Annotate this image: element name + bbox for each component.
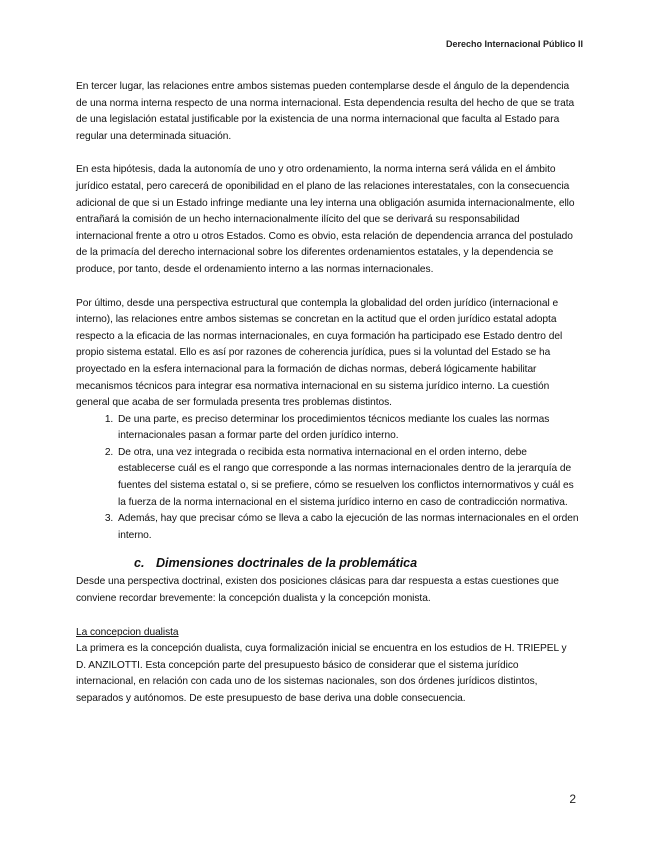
- paragraph-perspectiva-estructural: Por último, desde una perspectiva estructural que contempla la globalidad del orden jurídico (internacional e interno), las relaciones entre ambos sistemas se concretan en la actitud que el orden jurídico estatal adopta respecto a la eficacia de las normas internacionales, en cuya formación ha participado ese Estado dentro del propio sistema estatal. Ello es así por razones de coherencia jurídica, pues si la voluntad del Estado se ha proyectado en la esfera internacional para la formación de dichas normas, deberá lógicamente habilitar mecanismos técnicos para integrar esa normativa internacional en su sistema jurídico interno. La cuestión general que acaba de ser formulada presenta tres problemas distintos.: [76, 297, 563, 409]
- subsection-heading: La concepcion dualista: [76, 626, 179, 638]
- problems-list: [76, 412, 579, 545]
- document-body: [76, 79, 579, 708]
- section-intro: Desde una perspectiva doctrinal, existen dos posiciones clásicas para dar respuesta a estas cuestiones que conviene recordar brevemente: la concepción dualista y la concepción monista.: [76, 576, 559, 605]
- list-item: 2. De otra, una vez integrada o recibida esta normativa internacional en el orden interno, debe establecerse cuál es el rango que corresponde a las normas internacionales dentro de la jerarquía de fuentes del sistema estatal o, si se prefiere, cómo se resuelven los conflictos internormativos y cuál es la fuerza de la norma internacional en el sistema jurídico interno en caso de contradicción normativa.: [116, 445, 579, 511]
- section-letter: c.: [134, 556, 145, 571]
- subsection-text: La primera es la concepción dualista, cuya formalización inicial se encuentra en los estudios de H. TRIEPEL y D. ANZILOTTI. Esta concepción parte del presupuesto básico de considerar que el sistema jurídico internacional, en relación con cada uno de los sistemas nacionales, son dos órdenes jurídicos distintos, separados y autónomos. De este presupuesto de base deriva una doble consecuencia.: [76, 643, 567, 704]
- section-heading: [134, 554, 579, 572]
- list-item: 1. De una parte, es preciso determinar los procedimientos técnicos mediante los cuales las normas internacionales pasan a formar parte del orden jurídico interno.: [116, 412, 579, 445]
- section-title: Dimensiones doctrinales de la problemática: [156, 556, 418, 571]
- paragraph-dependencia: En tercer lugar, las relaciones entre ambos sistemas pueden contemplarse desde el ángulo de la dependencia de una norma interna respecto de una norma internacional. Esta dependencia resulta del hecho de que se trata de una legislación estatal justificable por la existencia de una norma internacional que faculta al Estado para regular una determinada situación.: [76, 81, 575, 142]
- paragraph-hipotesis: En esta hipótesis, dada la autonomía de uno y otro ordenamiento, la norma interna será válida en el ámbito jurídico estatal, pero carecerá de oponibilidad en el plano de las relaciones interestatales, con la consecuencia adicional de que si un Estado infringe mediante una ley interna una obligación asumida internacionalmente, ello entrañará la comisión de un hecho internacionalmente ilícito del que se derivará su responsabilidad internacional frente a otro u otros Estados. Como es obvio, esta relación de dependencia arranca del postulado de la primacía del derecho internacional sobre los diferentes ordenamientos estatales, y la dependencia se produce, por tanto, desde el ordenamiento interno a las normas internacionales.: [76, 164, 575, 275]
- page-header: Derecho Internacional Público II: [445, 39, 583, 49]
- page-number: 2: [569, 792, 576, 806]
- list-item: 3. Además, hay que precisar cómo se lleva a cabo la ejecución de las normas internacionales en el orden interno.: [116, 511, 579, 544]
